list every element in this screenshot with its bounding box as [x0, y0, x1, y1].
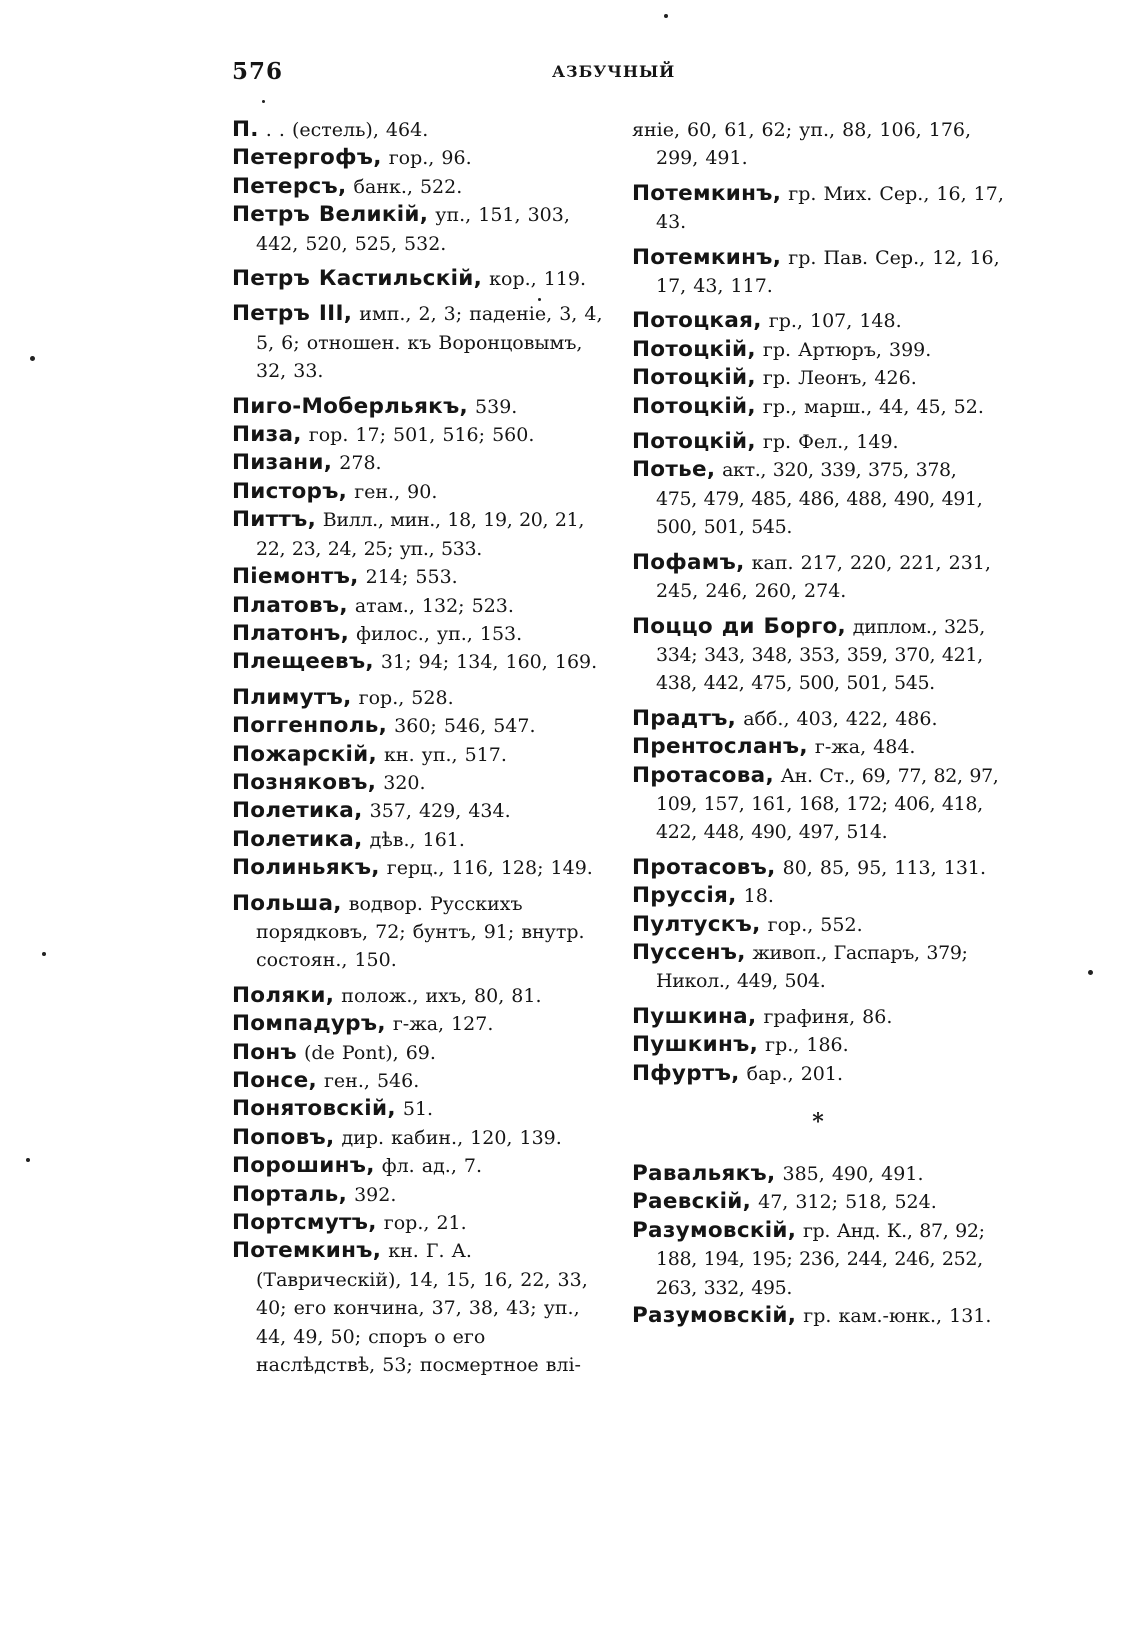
section-separator: *	[812, 1109, 824, 1135]
index-entry: Петръ Кастильскій, кор., 119.	[232, 266, 587, 292]
ink-speck	[1088, 970, 1093, 975]
running-title: АЗБУЧНЫЙ	[552, 62, 676, 81]
index-entry: Питтъ, Вилл., мин., 18, 19, 20, 21, 22, 23, 24, 25; уп., 533.	[232, 507, 585, 560]
index-entry: Прентосланъ, г-жа, 484.	[632, 734, 916, 760]
ink-speck	[664, 14, 668, 18]
index-entry: Полетика, 357, 429, 434.	[232, 798, 511, 824]
index-entry: Писторъ, ген., 90.	[232, 478, 438, 504]
index-entry: Петръ Великій, уп., 151, 303, 442, 520, 525, 532.	[232, 202, 570, 255]
index-entry: Поляки, полож., ихъ, 80, 81.	[232, 982, 542, 1008]
index-entry: Поццо ди Борго, диплом., 325, 334; 343, 348, 353, 359, 370, 421, 438, 442, 475, 500, 501, 545.	[632, 613, 985, 695]
index-entry: Петергофъ, гор., 96.	[232, 145, 472, 171]
index-entry: П. . . (естель), 464.	[232, 117, 429, 142]
index-entry: Полетика, дѣв., 161.	[232, 826, 465, 852]
index-entry: Порталь, 392.	[232, 1181, 397, 1207]
index-entry: Пултускъ, гор., 552.	[632, 911, 863, 937]
ink-speck	[262, 100, 265, 103]
index-entry: Пизани, 278.	[232, 450, 382, 476]
index-entry: Протасова, Ан. Ст., 69, 77, 82, 97, 109, 157, 161, 168, 172; 406, 418, 422, 448, 490, 497, 514.	[632, 762, 999, 844]
index-entry: Піемонтъ, 214; 553.	[232, 564, 458, 590]
index-entry: Поповъ, дир. кабин., 120, 139.	[232, 1124, 562, 1150]
index-entry: Потоцкая, гр., 107, 148.	[632, 308, 902, 334]
index-entry: Порошинъ, фл. ад., 7.	[232, 1153, 483, 1179]
index-entry: Потоцкій, гр. Артюръ, 399.	[632, 336, 932, 362]
index-entry: Пиго-Моберльякъ, 539.	[232, 393, 518, 419]
ink-speck	[26, 1158, 30, 1162]
index-entry: Пиза, гор. 17; 501, 516; 560.	[232, 422, 535, 448]
index-entry: Равальякъ, 385, 490, 491.	[632, 1161, 924, 1186]
index-entry: Пфуртъ, бар., 201.	[632, 1060, 844, 1086]
index-entry: Петръ III, имп., 2, 3; паденіе, 3, 4, 5, 6; отношен. къ Воронцовымъ, 32, 33.	[232, 301, 603, 383]
index-entry: Разумовскій, гр. Анд. К., 87, 92; 188, 194, 195; 236, 244, 246, 252, 263, 332, 495.	[632, 1217, 985, 1299]
index-entry-continuation: яніе, 60, 61, 62; уп., 88, 106, 176, 299, 491.	[632, 119, 972, 170]
index-entry: Полиньякъ, герц., 116, 128; 149.	[232, 855, 593, 881]
index-entry: Пруссія, 18.	[632, 883, 774, 909]
index-entry: Разумовскій, гр. кам.-юнк., 131.	[632, 1303, 992, 1329]
index-entry: Протасовъ, 80, 85, 95, 113, 131.	[632, 854, 987, 880]
index-entry: Понъ (de Pont), 69.	[232, 1039, 436, 1065]
index-entry: Потоцкій, гр. Леонъ, 426.	[632, 365, 917, 391]
index-entry: Пофамъ, кап. 217, 220, 221, 231, 245, 246, 260, 274.	[632, 549, 991, 603]
index-entry: Помпадуръ, г-жа, 127.	[232, 1011, 494, 1037]
index-entry: Пушкинъ, гр., 186.	[632, 1032, 849, 1058]
index-entry: Потемкинъ, кн. Г. А. (Таврическій), 14, 15, 16, 22, 33, 40; его кончина, 37, 38, 43; уп., 44, 49, 50; споръ о его наслѣдствѣ, 53; посмертное влі-	[232, 1238, 588, 1377]
index-column-left	[232, 116, 604, 1379]
index-entry: Потоцкій, гр., марш., 44, 45, 52.	[632, 393, 984, 419]
index-entry: Раевскій, 47, 312; 518, 524.	[632, 1189, 937, 1215]
index-entry: Потемкинъ, гр. Мих. Сер., 16, 17, 43.	[632, 180, 1004, 234]
index-entry: Петерсъ, банк., 522.	[232, 173, 463, 199]
index-entry: Прадтъ, абб., 403, 422, 486.	[632, 705, 938, 731]
index-entry: Потоцкій, гр. Фел., 149.	[632, 429, 899, 455]
index-entry: Портсмутъ, гор., 21.	[232, 1210, 467, 1236]
index-entry: Потемкинъ, гр. Пав. Сер., 12, 16, 17, 43, 117.	[632, 244, 1000, 298]
index-entry: Платонъ, филос., уп., 153.	[232, 620, 523, 646]
index-entry: Плимутъ, гор., 528.	[232, 684, 454, 710]
index-column-right	[632, 116, 1004, 1330]
page-number: 576	[232, 58, 284, 85]
index-entry: Пушкина, графиня, 86.	[632, 1003, 893, 1029]
index-entry: Понсе, ген., 546.	[232, 1068, 420, 1093]
ink-speck	[42, 952, 46, 956]
ink-speck	[30, 356, 35, 361]
index-entry: Поггенполь, 360; 546, 547.	[232, 713, 536, 739]
index-entry: Потье, акт., 320, 339, 375, 378, 475, 479, 485, 486, 488, 490, 491, 500, 501, 545.	[632, 457, 983, 539]
index-entry: Позняковъ, 320.	[232, 769, 426, 795]
index-entry: Пожарскій, кн. уп., 517.	[232, 741, 507, 767]
index-entry: Плещеевъ, 31; 94; 134, 160, 169.	[232, 649, 598, 675]
index-entry: Пуссенъ, живоп., Гаспаръ, 379; Никол., 449, 504.	[632, 939, 968, 993]
index-entry: Платовъ, атам., 132; 523.	[232, 592, 514, 618]
index-entry: Польша, водвор. Русскихъ порядковъ, 72; бунтъ, 91; внутр. состоян., 150.	[232, 890, 585, 972]
index-entry: Понятовскій, 51.	[232, 1096, 434, 1122]
